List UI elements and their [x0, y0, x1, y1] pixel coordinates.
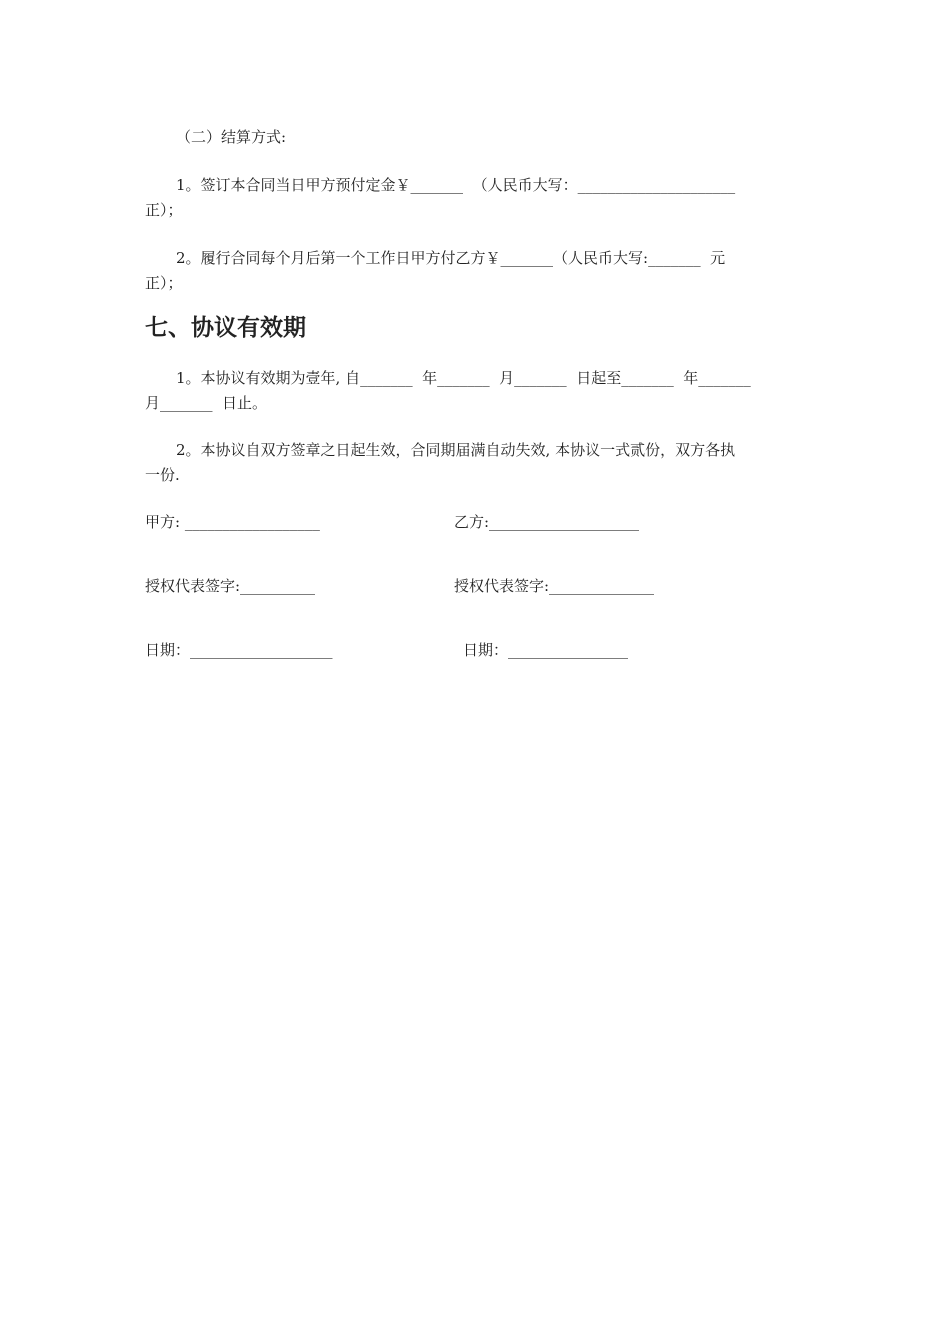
party-a-representative-signature: 授权代表签字:__________	[145, 577, 316, 595]
party-a-date-field: 日期：___________________	[145, 641, 333, 659]
settlement-item-2-line-2: 正）；	[145, 274, 183, 292]
settlement-item-1-line-1: 1。签订本合同当日甲方预付定金￥_______ （人民币大写：_____________________	[176, 176, 736, 194]
validity-item-1-line-2: 月_______ 日止。	[145, 394, 268, 412]
settlement-item-1-line-2: 正）；	[145, 201, 183, 219]
section-heading-validity: 七、协议有效期	[145, 315, 306, 341]
settlement-title: （二）结算方式:	[176, 128, 287, 146]
party-b-field: 乙方:____________________	[454, 513, 640, 531]
party-a-field: 甲方: __________________	[145, 513, 320, 531]
validity-item-2-line-2: 一份.	[145, 466, 180, 484]
party-b-representative-signature: 授权代表签字:______________	[454, 577, 655, 595]
validity-item-1-line-1: 1。本协议有效期为壹年, 自_______ 年_______ 月_______ 日起至_______ 年_______	[176, 369, 751, 387]
validity-item-2-line-1: 2。本协议自双方签章之日起生效，合同期届满自动失效, 本协议一式贰份，双方各执	[176, 441, 736, 459]
settlement-item-2-line-1: 2。履行合同每个月后第一个工作日甲方付乙方￥_______（人民币大写:_______ 元	[176, 249, 726, 267]
party-b-date-field: 日期：________________	[463, 641, 629, 659]
